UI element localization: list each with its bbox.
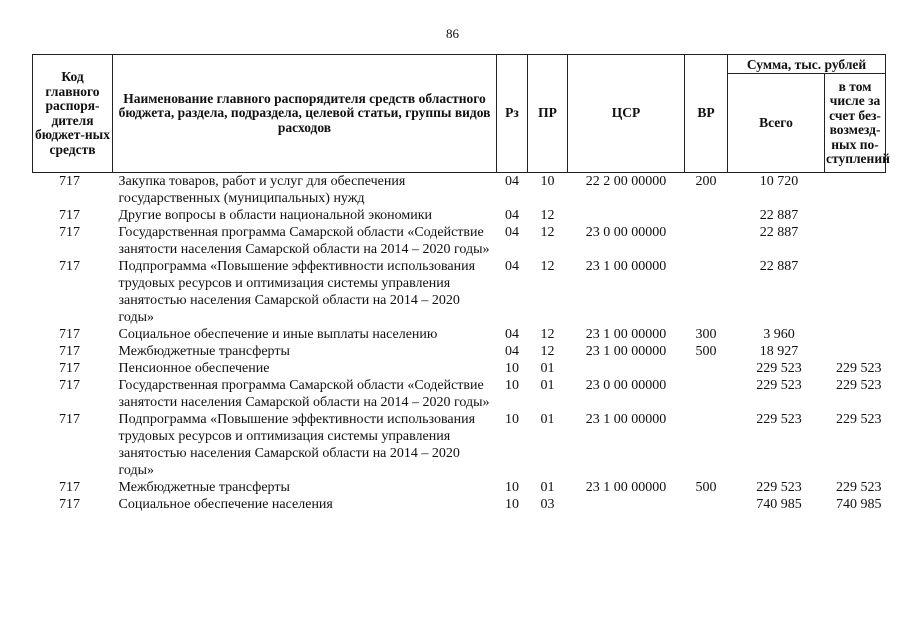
cell-rz: 04 [505,174,519,189]
cell-code: 717 [59,378,80,393]
cell-pr: 12 [540,208,555,223]
table-row [33,173,886,208]
cell-name: Социальное обеспечение населения [118,497,333,512]
cell-vr [685,411,728,479]
cell-total: 740 985 [756,497,802,512]
cell-rz: 04 [505,225,519,240]
cell-rz: 10 [505,378,519,393]
cell-incl: 229 523 [836,378,882,393]
cell-code: 717 [59,225,80,240]
cell-total: 229 523 [756,378,802,393]
cell-pr: 01 [540,412,555,427]
cell-pr: 03 [540,497,555,512]
table-row [33,479,886,496]
table-row [33,207,886,224]
cell-code: 717 [59,497,80,512]
cell-code: 717 [59,259,80,274]
cell-csr: 22 2 00 00000 [585,174,667,189]
cell-total: 229 523 [756,361,802,376]
cell-code: 717 [59,412,80,427]
cell-total: 229 523 [756,480,802,495]
cell-rz: 10 [505,480,519,495]
cell-incl: 229 523 [836,480,882,495]
header-rz: Рз [497,55,528,173]
header-vr: ВР [685,55,728,173]
cell-csr [568,360,685,377]
cell-name: Государственная программа Самарской области «Содействие занятости населения Самарской области на 2014 – 2020 годы» [118,225,490,257]
header-incl: в том числе за счет без-возмезд-ных по-ступлений [825,74,886,173]
cell-pr: 10 [540,174,555,189]
cell-name: Подпрограмма «Повышение эффективности использования трудовых ресурсов и оптимизация системы управления занятостью населения Самарской области на 2014 – 2020 годы» [118,259,476,325]
cell-pr: 01 [540,378,555,393]
cell-incl [825,258,886,326]
cell-total: 22 887 [759,259,799,274]
cell-pr: 01 [540,480,555,495]
cell-vr: 300 [695,327,717,342]
cell-vr: 200 [695,174,717,189]
cell-pr: 12 [540,327,555,342]
cell-code: 717 [59,344,80,359]
cell-vr [685,207,728,224]
cell-csr: 23 1 00 00000 [585,412,667,427]
cell-incl [825,224,886,258]
cell-incl: 229 523 [836,361,882,376]
header-total: Всего [728,74,825,173]
table-row [33,224,886,258]
cell-name: Другие вопросы в области национальной экономики [118,208,433,223]
cell-total: 10 720 [759,174,799,189]
cell-rz: 04 [505,344,519,359]
cell-csr [568,496,685,513]
cell-name: Межбюджетные трансферты [118,480,290,495]
cell-vr [685,496,728,513]
table-body [33,173,886,514]
cell-incl [825,326,886,343]
cell-incl [825,173,886,208]
cell-code: 717 [59,208,80,223]
table-row [33,343,886,360]
budget-table [32,54,890,513]
table-row [33,326,886,343]
cell-vr [685,377,728,411]
cell-csr: 23 1 00 00000 [585,344,667,359]
cell-total: 18 927 [759,344,799,359]
cell-vr [685,224,728,258]
cell-vr: 500 [695,480,717,495]
cell-code: 717 [59,174,80,189]
cell-name: Пенсионное обеспечение [118,361,270,376]
cell-incl [825,343,886,360]
cell-vr [685,258,728,326]
cell-code: 717 [59,480,80,495]
cell-name: Государственная программа Самарской области «Содействие занятости населения Самарской области на 2014 – 2020 годы» [118,378,490,410]
cell-incl: 740 985 [836,497,882,512]
cell-csr: 23 1 00 00000 [585,480,667,495]
cell-csr: 23 0 00 00000 [585,378,667,393]
cell-total: 229 523 [756,412,802,427]
header-name: Наименование главного распорядителя средств областного бюджета, раздела, подраздела, целевой статьи, группы видов расходов [113,55,497,173]
cell-name: Закупка товаров, работ и услуг для обеспечения государственных (муниципальных) нужд [118,174,406,206]
cell-vr [685,360,728,377]
header-csr: ЦСР [568,55,685,173]
cell-total: 22 887 [759,225,799,240]
cell-rz: 04 [505,327,519,342]
cell-name: Подпрограмма «Повышение эффективности использования трудовых ресурсов и оптимизация системы управления занятостью населения Самарской области на 2014 – 2020 годы» [118,412,476,478]
cell-name: Межбюджетные трансферты [118,344,290,359]
table-row [33,258,886,326]
cell-name: Социальное обеспечение и иные выплаты населению [118,327,438,342]
cell-rz: 10 [505,497,519,512]
header-sum: Сумма, тыс. рублей [728,55,886,74]
cell-rz: 10 [505,361,519,376]
cell-pr: 12 [540,259,555,274]
table-row [33,377,886,411]
cell-total: 22 887 [759,208,799,223]
cell-csr: 23 1 00 00000 [585,259,667,274]
cell-rz: 10 [505,412,519,427]
table-row [33,496,886,513]
cell-csr: 23 0 00 00000 [585,225,667,240]
cell-pr: 12 [540,344,555,359]
cell-vr: 500 [695,344,717,359]
header-code: Код главного распоря-дителя бюджет-ных средств [33,55,113,173]
cell-pr: 01 [540,361,555,376]
cell-rz: 04 [505,259,519,274]
page-number: 86 [446,26,459,41]
cell-csr: 23 1 00 00000 [585,327,667,342]
cell-rz: 04 [505,208,519,223]
cell-code: 717 [59,327,80,342]
cell-incl [825,207,886,224]
table-header [33,55,890,173]
table-row [33,411,886,479]
header-pr: ПР [528,55,568,173]
cell-csr [568,207,685,224]
cell-code: 717 [59,361,80,376]
cell-pr: 12 [540,225,555,240]
table-row [33,360,886,377]
cell-total: 3 960 [763,327,795,342]
cell-incl: 229 523 [836,412,882,427]
